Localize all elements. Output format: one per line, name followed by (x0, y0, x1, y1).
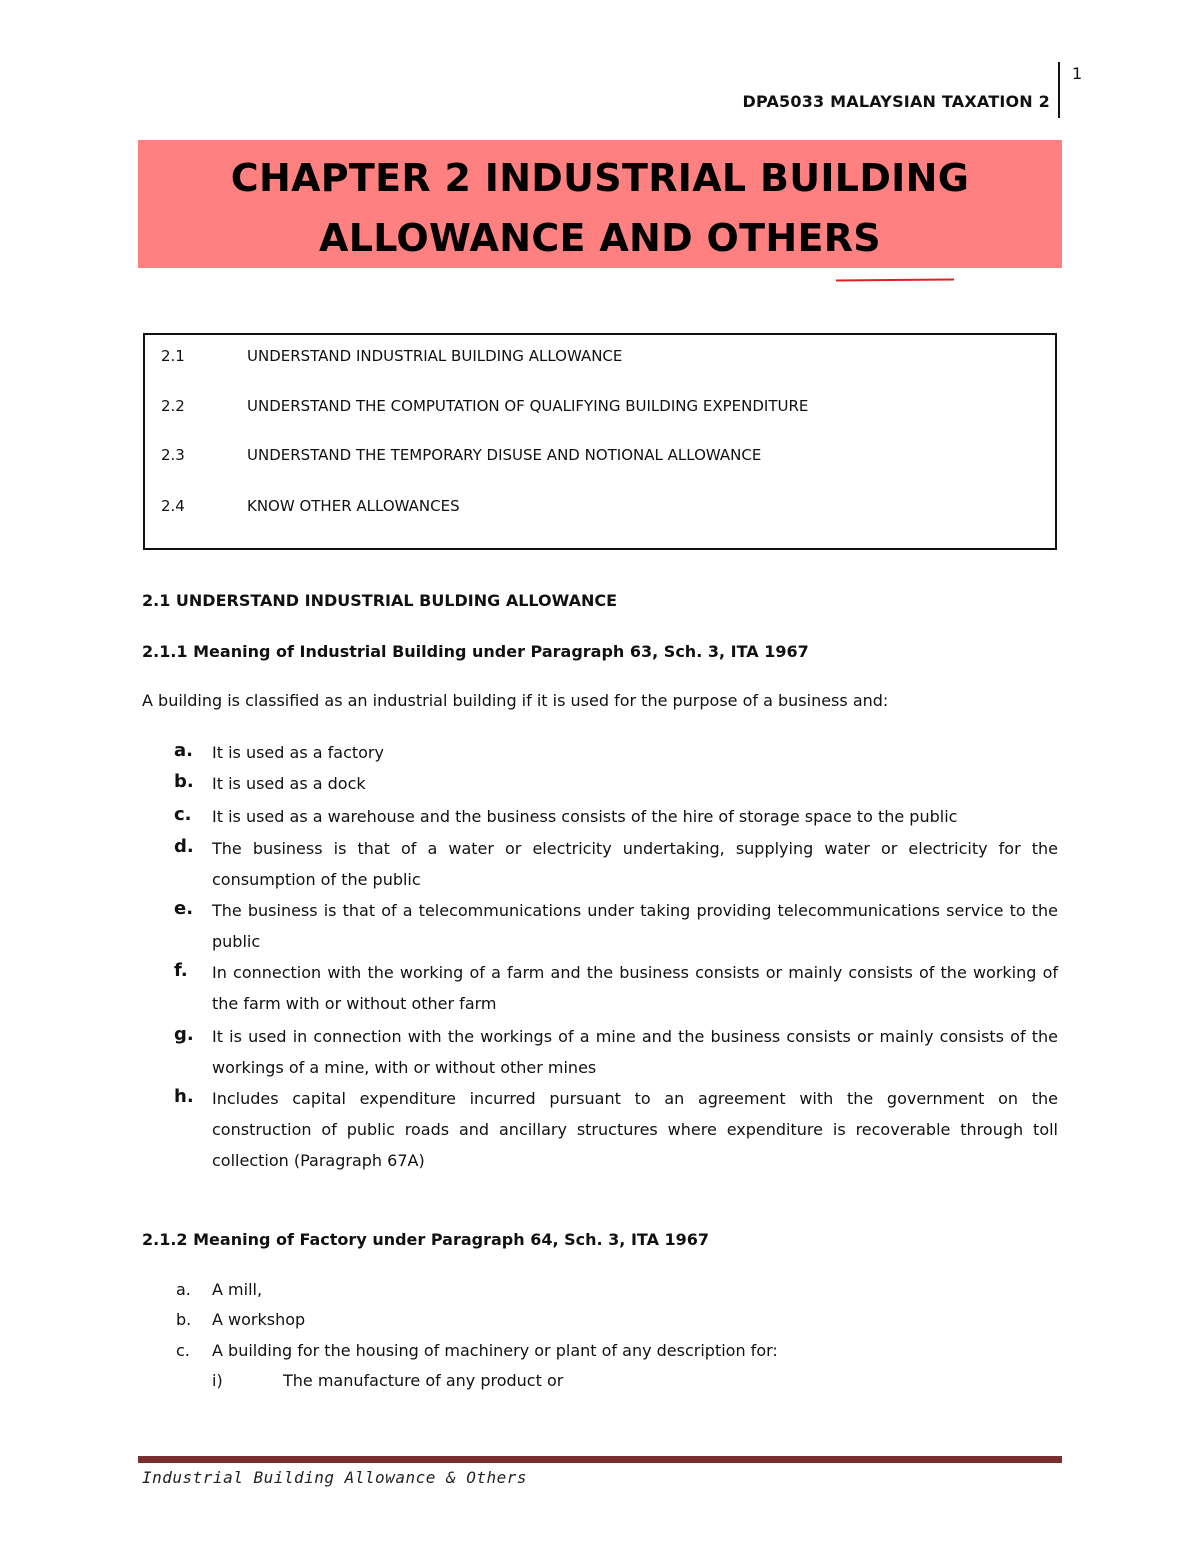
chapter-title-line-2: ALLOWANCE AND OTHERS (319, 216, 881, 260)
sub-item-number: i) (212, 1371, 223, 1390)
list-item-text: Includes capital expenditure incurred pursuant to an agreement with the government on the construction of public roads and ancillary structures where expenditure is recoverable through toll collection (Paragraph 67A) (212, 1089, 1058, 1170)
list-item-text: The business is that of a telecommunications under taking providing telecommunications service to the public (212, 901, 1058, 951)
objective-text: UNDERSTAND THE TEMPORARY DISUSE AND NOTIONAL ALLOWANCE (247, 446, 762, 464)
objective-text: KNOW OTHER ALLOWANCES (247, 497, 460, 515)
list-item-text: In connection with the working of a farm and the business consists or mainly consists of the working of the farm with or without other farm (212, 963, 1058, 1013)
chapter-title-line-1: CHAPTER 2 INDUSTRIAL BUILDING (230, 156, 970, 200)
learning-objectives-box (143, 333, 1057, 550)
list-item-text: The business is that of a water or electricity undertaking, supplying water or electricity for the consumption of the public (212, 839, 1058, 889)
header-divider (1058, 62, 1060, 118)
list-item-letter: a. (176, 1280, 191, 1299)
objective-number: 2.4 (161, 497, 185, 515)
list-item-text: A mill, (212, 1280, 263, 1299)
objective-number: 2.1 (161, 347, 185, 365)
list-item-text: A workshop (212, 1310, 306, 1329)
document-code: DPA5033 MALAYSIAN TAXATION 2 (742, 92, 1050, 111)
list-item-letter: e. (174, 898, 194, 919)
list-item-letter: b. (176, 1310, 192, 1329)
list-item-letter: f. (174, 960, 188, 981)
list-item-text: It is used as a factory (212, 743, 384, 762)
list-item-text: It is used in connection with the workings of a mine and the business consists or mainly consists of the workings of a mine, with or without other mines (212, 1027, 1058, 1077)
objective-text: UNDERSTAND INDUSTRIAL BUILDING ALLOWANCE (247, 347, 623, 365)
intro-paragraph: A building is classified as an industrial building if it is used for the purpose of a business and: (142, 691, 889, 710)
subsection-heading-2-1-2: 2.1.2 Meaning of Factory under Paragraph 64, Sch. 3, ITA 1967 (142, 1230, 710, 1249)
list-item-text: It is used as a warehouse and the business consists of the hire of storage space to the public (212, 807, 958, 826)
list-item-text: It is used as a dock (212, 774, 366, 793)
page-number: 1 (1072, 64, 1083, 83)
list-item-letter: a. (174, 740, 193, 761)
list-item-letter: c. (176, 1341, 190, 1360)
list-item-text: A building for the housing of machinery or plant of any description for: (212, 1341, 778, 1360)
list-item-letter: h. (174, 1086, 194, 1107)
list-item-letter: b. (174, 771, 194, 792)
objective-number: 2.2 (161, 397, 185, 415)
list-item-letter: g. (174, 1024, 194, 1045)
red-underline-mark (836, 278, 956, 282)
list-item-letter: c. (174, 804, 192, 825)
subsection-heading-2-1-1: 2.1.1 Meaning of Industrial Building under Paragraph 63, Sch. 3, ITA 1967 (142, 642, 809, 661)
section-heading-2-1: 2.1 UNDERSTAND INDUSTRIAL BULDING ALLOWANCE (142, 591, 618, 610)
sub-item-text: The manufacture of any product or (283, 1371, 564, 1390)
footer-text: Industrial Building Allowance & Others (142, 1468, 528, 1487)
footer-bar (138, 1456, 1062, 1463)
chapter-title (138, 148, 1062, 268)
objective-text: UNDERSTAND THE COMPUTATION OF QUALIFYING BUILDING EXPENDITURE (247, 397, 809, 415)
list-item-letter: d. (174, 836, 194, 857)
objective-number: 2.3 (161, 446, 185, 464)
